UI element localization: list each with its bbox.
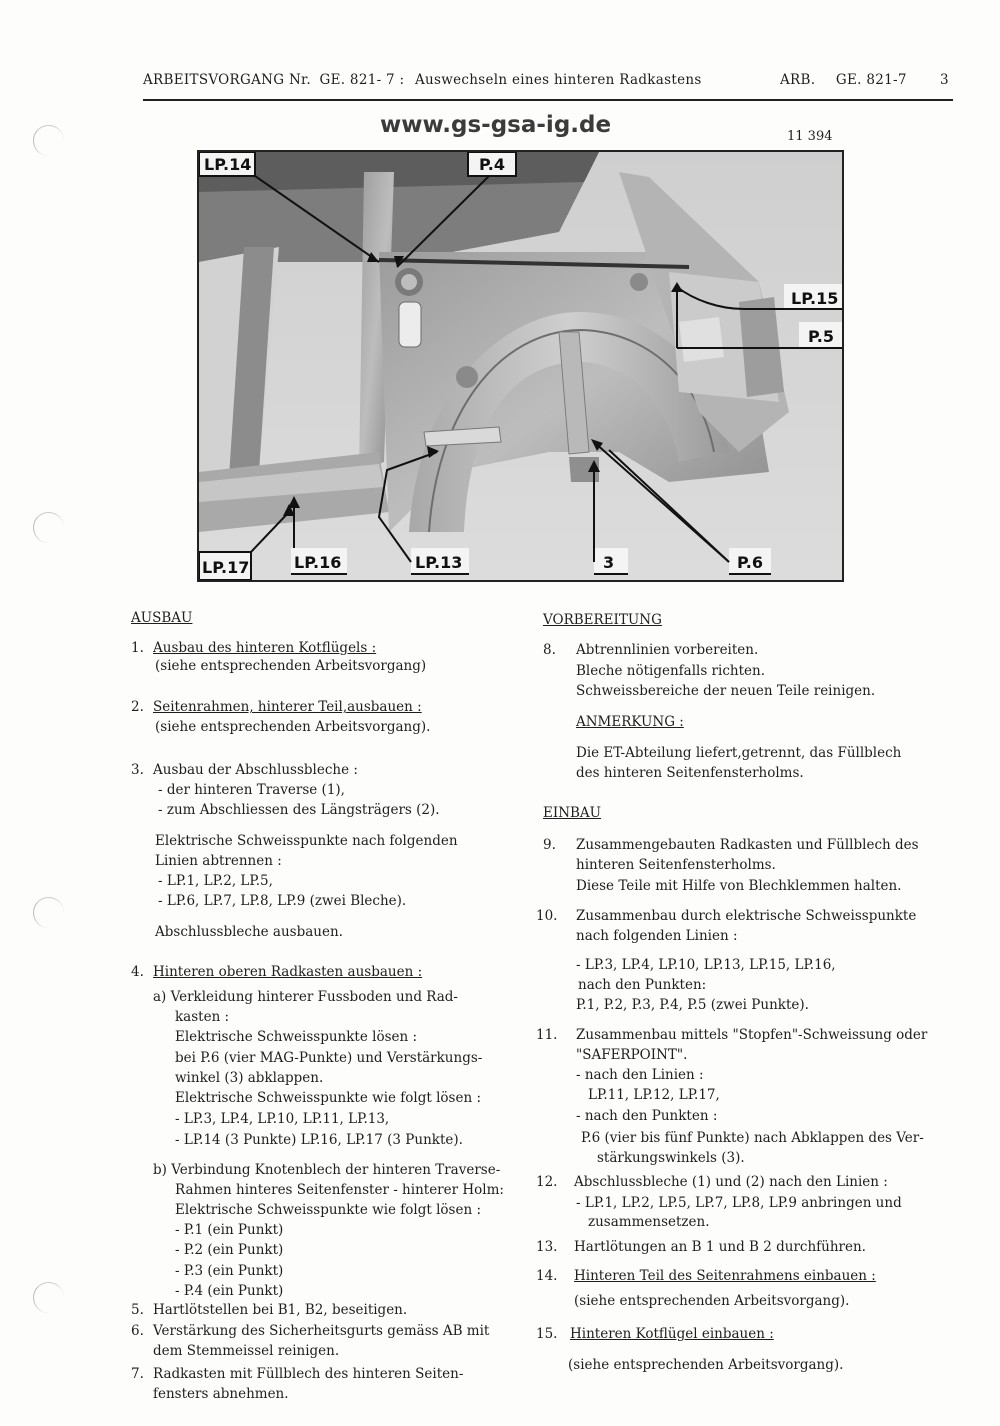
step-4a-line: Elektrische Schweisspunkte wie folgt lösen : [175,1090,481,1106]
label-p6 [729,548,771,574]
step-12-line: zusammensetzen. [588,1214,710,1230]
label-p6-text: P.6 [737,553,763,572]
step-text: Zusammengebauten Radkasten und Füllblech des [576,837,919,853]
header-arb [780,72,907,88]
step-10-line: P.1, P.2, P.3, P.4, P.5 (zwei Punkte). [576,997,809,1013]
label-lp14-text: LP.14 [204,155,252,174]
punch-hole-mark [33,897,64,928]
step-number: 1. [131,640,144,656]
label-part3-text: 3 [603,553,615,572]
step-title: Ausbau der Abschlussbleche : [153,762,358,778]
step-4b-line: - P.2 (ein Punkt) [175,1242,284,1258]
step-12 [536,1172,888,1193]
step-10-line: - LP.3, LP.4, LP.10, LP.13, LP.15, LP.16, [576,957,836,973]
step-7-line: fensters abnehmen. [153,1386,289,1402]
step-9 [543,835,919,856]
label-lp17-text: LP.17 [202,558,250,577]
step-4b-line: - P.3 (ein Punkt) [175,1263,284,1279]
arb-number: GE. 821-7 [835,72,907,88]
anmerkung-line: des hinteren Seitenfensterholms. [576,765,804,781]
step-4 [131,962,422,983]
step-15-ref: (siehe entsprechenden Arbeitsvorgang). [568,1357,844,1373]
operation-number: GE. 821- 7 : [319,72,405,88]
step-14-ref: (siehe entsprechenden Arbeitsvorgang). [574,1293,850,1309]
watermark-url: www.gs-gsa-ig.de [380,112,612,138]
step-8-line: Schweissbereiche der neuen Teile reinigen. [576,683,876,699]
step-number: 13. [536,1239,558,1255]
step-3-line: - LP.1, LP.2, LP.5, [158,873,273,889]
label-part3 [594,548,628,574]
step-text: Zusammenbau durch elektrische Schweisspunkte [576,908,917,924]
step-title: Hinteren oberen Radkasten ausbauen : [153,964,423,980]
step-9-line: hinteren Seitenfensterholms. [576,857,776,873]
page-number: 3 [940,72,949,88]
step-title: Seitenrahmen, hinterer Teil,ausbauen : [153,699,422,715]
step-3-line: Elektrische Schweisspunkte nach folgenden [155,833,458,849]
step-text: Abschlussbleche (1) und (2) nach den Linien : [574,1174,888,1190]
step-number: 2. [131,699,144,715]
step-number: 14. [536,1268,558,1284]
step-number: 3. [131,762,144,778]
step-number: 7. [131,1366,144,1382]
step-7 [131,1364,463,1385]
label-p4-text: P.4 [479,155,505,174]
step-number: 4. [131,964,144,980]
anmerkung-heading: ANMERKUNG : [576,714,684,730]
step-4a-line: - LP.3, LP.4, LP.10, LP.11, LP.13, [175,1111,390,1127]
step-4b-line: Rahmen hinteres Seitenfenster - hinterer Holm: [175,1182,504,1198]
punch-hole-mark [33,1282,64,1313]
label-lp15-text: LP.15 [791,289,839,308]
punch-hole-mark [33,125,64,156]
step-11 [536,1025,927,1046]
step-5 [131,1300,407,1321]
step-10 [536,906,916,927]
label-lp16-text: LP.16 [294,553,342,572]
step-10-line: nach den Punkten: [578,977,707,993]
step-3-line: - zum Abschliessen des Längsträgers (2). [158,802,440,818]
step-4a-line: a) Verkleidung hinterer Fussboden und Rad- [153,989,458,1005]
step-11-line: LP.11, LP.12, LP.17, [588,1087,720,1103]
step-4b-line: Elektrische Schweisspunkte wie folgt lösen : [175,1202,481,1218]
step-11-line: stärkungswinkels (3). [597,1150,745,1166]
step-3-line: Linien abtrennen : [155,853,282,869]
step-9-line: Diese Teile mit Hilfe von Blechklemmen halten. [576,878,902,894]
step-text: Zusammenbau mittels "Stopfen"-Schweissung oder [576,1027,928,1043]
step-4a-line: Elektrische Schweisspunkte lösen : [175,1029,418,1045]
wheel-arch-illustration [199,152,842,580]
step-title: Hinteren Teil des Seitenrahmens einbauen : [574,1268,876,1284]
step-text: Hartlötstellen bei B1, B2, beseitigen. [153,1302,408,1318]
einbau-heading: EINBAU [543,805,602,821]
punch-hole-mark [33,512,64,543]
step-11-line: P.6 (vier bis fünf Punkte) nach Abklappen des Ver- [581,1130,924,1146]
label-lp16 [291,548,347,574]
label-lp13 [411,548,469,574]
step-3-line: - der hinteren Traverse (1), [158,782,345,798]
step-14 [536,1266,876,1287]
arb-label: ARB. [780,72,816,88]
step-4b-line: - P.4 (ein Punkt) [175,1283,284,1299]
header-operation [143,72,702,88]
step-number: 10. [536,908,558,924]
figure-number: 11 394 [787,129,833,144]
step-4a-line: bei P.6 (vier MAG-Punkte) und Verstärkungs- [175,1050,483,1066]
step-number: 9. [543,837,556,853]
step-6-line: dem Stemmeissel reinigen. [153,1343,340,1359]
step-4b-line: - P.1 (ein Punkt) [175,1222,284,1238]
ausbau-heading: AUSBAU [131,610,193,626]
step-15 [536,1324,774,1345]
anmerkung-line: Die ET-Abteilung liefert,getrennt, das Füllblech [576,745,902,761]
step-text: Abtrennlinien vorbereiten. [576,642,759,658]
step-number: 6. [131,1323,144,1339]
label-lp13-text: LP.13 [415,553,463,572]
step-8 [543,640,758,661]
step-11-line: - nach den Punkten : [576,1108,718,1124]
step-3-line: Abschlussbleche ausbauen. [155,924,343,940]
header-rule [143,99,953,101]
step-number: 11. [536,1027,558,1043]
label-p4 [468,152,516,176]
step-13 [536,1237,866,1258]
wheel-arch-figure [197,150,844,582]
step-4a-line: winkel (3) abklappen. [175,1070,324,1086]
step-number: 8. [543,642,556,658]
vorbereitung-heading: VORBEREITUNG [543,612,662,628]
label-lp17 [199,552,251,580]
step-10-line: nach folgenden Linien : [576,928,738,944]
step-title: Hinteren Kotflügel einbauen : [570,1326,774,1342]
step-2-ref: (siehe entsprechenden Arbeitsvorgang). [155,719,431,735]
step-number: 5. [131,1302,144,1318]
step-11-line: - nach den Linien : [576,1067,704,1083]
step-1-ref: (siehe entsprechenden Arbeitsvorgang) [155,658,427,674]
step-4a-line: - LP.14 (3 Punkte) LP.16, LP.17 (3 Punkte). [175,1132,463,1148]
step-4a-line: kasten : [175,1009,230,1025]
step-2 [131,697,422,718]
operation-prefix: ARBEITSVORGANG Nr. [143,72,311,88]
label-lp14 [199,152,255,176]
step-3 [131,760,358,781]
step-12-line: - LP.1, LP.2, LP.5, LP.7, LP.8, LP.9 anbringen und [576,1195,902,1211]
step-text: Hartlötungen an B 1 und B 2 durchführen. [574,1239,866,1255]
step-11-line: "SAFERPOINT". [576,1047,688,1063]
step-number: 15. [536,1326,558,1342]
step-number: 12. [536,1174,558,1190]
step-6 [131,1321,489,1342]
operation-title: Auswechseln eines hinteren Radkastens [414,72,702,88]
step-8-line: Bleche nötigenfalls richten. [576,663,765,679]
step-4b-line: b) Verbindung Knotenblech der hinteren Traverse- [153,1162,501,1178]
step-text: Radkasten mit Füllblech des hinteren Seiten- [153,1366,464,1382]
step-title: Ausbau des hinteren Kotflügels : [153,640,377,656]
step-text: Verstärkung des Sicherheitsgurts gemäss AB mit [153,1323,490,1339]
label-p5-text: P.5 [808,327,834,346]
step-3-line: - LP.6, LP.7, LP.8, LP.9 (zwei Bleche). [158,893,407,909]
